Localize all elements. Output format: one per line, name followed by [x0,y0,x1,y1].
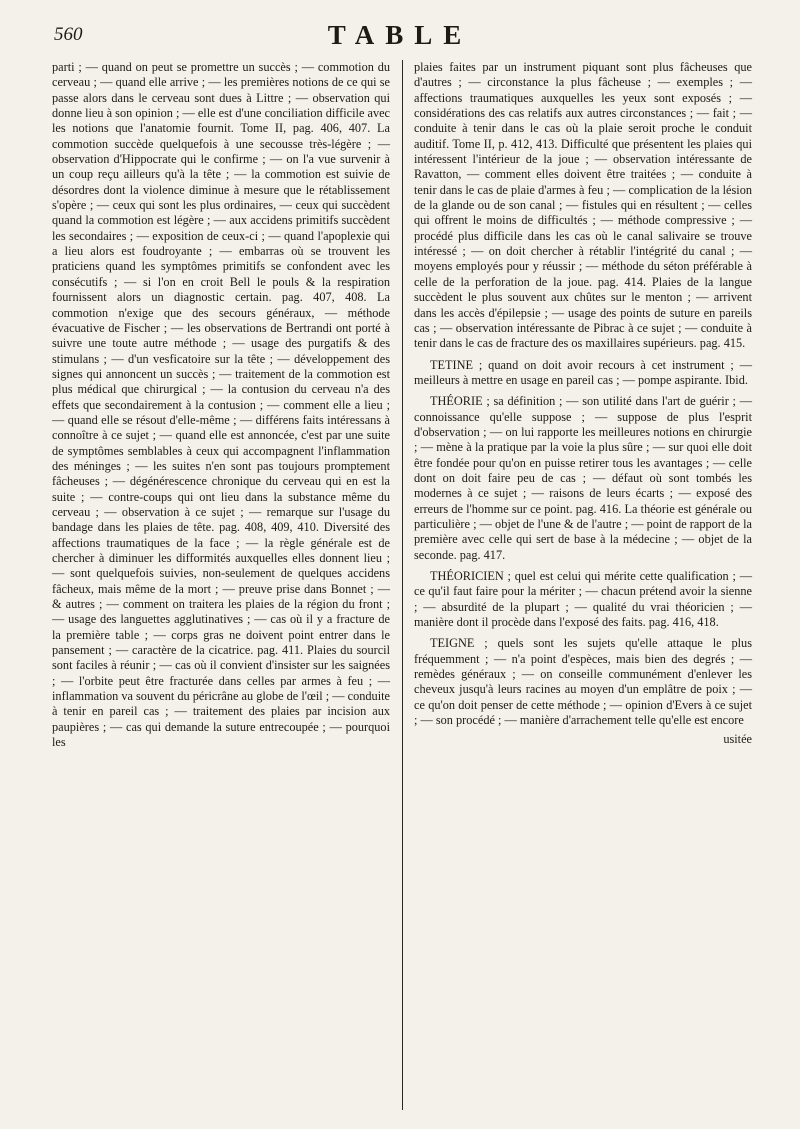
column-divider [402,60,403,1110]
right-column [414,60,752,748]
index-entry-theorie: THÉORIE ; sa définition ; — son utilité dans l'art de guérir ; — connoissance qu'elle suppose ; — suppose de plus l'esprit d'observation ; — on lui rapporte les meilleures notions en chirurgie ; — mène à la pratique par la voie la plus sûre ; — sur quoi elle doit être fondée pour qu'on en puisse retirer tous les avantages ; — celle dont on doit faire peu de cas ; — défaut où sont tombés les modernes à ce sujet ; — raisons de leurs écarts ; — exposé des erreurs de l'homme sur ce point. pag. 416. La théorie est générale ou particulière ; — objet de l'une & de l'autre ; — point de rapport de la première avec celle qui sert de base à la médecine ; — objet de la seconde. pag. 417. [414,394,752,562]
index-entry-theoricien: THÉORICIEN ; quel est celui qui mérite cette qualification ; — ce qu'il faut faire pour la mériter ; — chacun prétend avoir la sienne ; — absurdité de la plupart ; — qualité du vrai théoricien ; — manière dont il procède dans l'exposé des faits. pag. 416, 418. [414,569,752,630]
index-columns [52,60,752,1110]
page-header [52,18,748,52]
index-paragraph: plaies faites par un instrument piquant sont plus fâcheuses que d'autres ; — circonstance la plus fâcheuse ; — exemples ; — affections traumatiques auxquelles les yeux sont exposés ; — considérations des cas relatifs aux autres circonstances ; — fait ; — conduite à tenir dans le cas où la plaie seroit proche le conduit auditif. Tome II, p. 412, 413. Difficulté que présentent les plaies qui intéressent l'intérieur de la joue ; — observation intéressante de Ravatton, — comment elles doivent être traitées ; — conduite à tenir dans le cas de plaie d'armes à feu ; — complication de la lésion de la glande ou de son canal ; — fistules qui en résultent ; — celles qui offrent le moins de difficultés ; — méthode compressive ; — procédé plus difficile dans les cas où le canal salivaire se trouve intéressé ; — on doit chercher à rétablir l'intégrité du canal ; — moyens employés pour y réussir ; — méthode du séton préférable à celle de la perforation de la joue. pag. 414. Plaies de la langue succèdent le plus souvent aux chûtes sur le menton ; — arrivent dans les accès d'épilepsie ; — usage des points de suture en pareils cas ; — observation intéressante de Pibrac à ce sujet ; — conduite à tenir dans le cas de fracture des os maxillaires supérieurs. pag. 415. [414,60,752,351]
catchword: usitée [723,732,752,747]
index-paragraph: parti ; — quand on peut se promettre un succès ; — commotion du cerveau ; — quand elle arrive ; — les premières notions de ce qui se passe alors dans le cerveau sont dues à Littre ; — observation qui donne lieu à son opinion ; — elle est d'une conciliation difficile avec les notions que l'anatomie fournit. Tome II, pag. 406, 407. La commotion succède quelquefois à une secousse très-légère ; — observation d'Hippocrate qui le confirme ; — on l'a vue survenir à un coup reçu ailleurs qu'à la tête ; — la commotion est suivie de désordres dont la violence diminue à mesure que le rétablissement s'opère ; — ceux qui sont les plus ordinaires, — ceux qui succèdent quand la commotion est légère ; — aux accidens primitifs succèdent les secondaires ; — exposition de ceux-ci ; — quand l'apoplexie qui a lieu alors est foudroyante ; — embarras où se trouvent les praticiens quand les symptômes primitifs se confondent avec les consécutifs ; — si l'on en croit Bell le pouls & la respiration fournissent alors un diagnostic certain. pag. 407, 408. La commotion n'exige que des secours généraux, — méthode évacuative de Fischer ; — les observations de Bertrandi ont porté à suivre une toute autre méthode ; — usage des purgatifs & des stimulans ; — d'un vesficatoire sur la tête ; — développement des signes qui annoncent un succès ; — traitement de la commotion est plus médical que chirurgical ; — la contusion du cerveau n'a des effets que secondairement à la contusion ; — comment elle a lieu ; — quand elle se résout d'elle-même ; — différens faits intéressans à connoître à ce sujet ; — quand elle est annoncée, c'est par une suite de symptômes semblables à ceux qui accompagnent l'inflammation des méninges ; — les suites n'en sont pas toujours promptement fâcheuses ; — dégénérescence chronique du cerveau qui en est la suite ; — contre-coups qui ont lieu dans la substance même du cerveau ; — observation à ce sujet ; — remarque sur l'usage du bandage dans les plaies de tête. pag. 408, 409, 410. Diversité des affections traumatiques de la face ; — la règle générale est de chercher à diminuer les difformités auxquelles elles donnent lieu ; — sont quelquefois suivies, non-seulement de quelques accidens fâcheux, mais même de la mort ; — preuve prise dans Bonnet ; — & autres ; — comment on traitera les plaies de la région du front ; — usage des languettes agglutinatives ; — cas où il y a fracture de la première table ; — corps gras ne doivent point entrer dans le pansement ; — caractère de la cicatrice. pag. 411. Plaies du sourcil sont faciles à réunir ; — cas où il convient d'insister sur les saignées ; — l'orbite peut être fracturée dans celles par armes à feu ; — inflammation va souvent du péricrâne au globe de l'œil ; — conduite à tenir en pareil cas ; — traitement des plaies par incision aux paupières ; — cas qui demande la suture entrecoupée ; — pourquoi les [52,60,391,750]
index-entry-teigne: TEIGNE ; quels sont les sujets qu'elle attaque le plus fréquemment ; — n'a point d'espèces, mais bien des degrés ; — remèdes généraux ; — on conseille communément d'enlever les cheveux jusqu'à leurs racines au moyen d'un emplâtre de poix ; — ce qu'on doit penser de cette méthode ; — opinion d'Evers à ce sujet ; — son procédé ; — manière d'arrachement telle qu'elle est encore [414,636,752,728]
page-number: 560 [54,24,83,45]
index-entry-tetine: TETINE ; quand on doit avoir recours à cet instrument ; — meilleurs à mettre en usage en pareil cas ; — pompe aspirante. Ibid. [414,357,752,387]
running-title: TABLE [327,20,473,50]
left-column [52,60,390,756]
